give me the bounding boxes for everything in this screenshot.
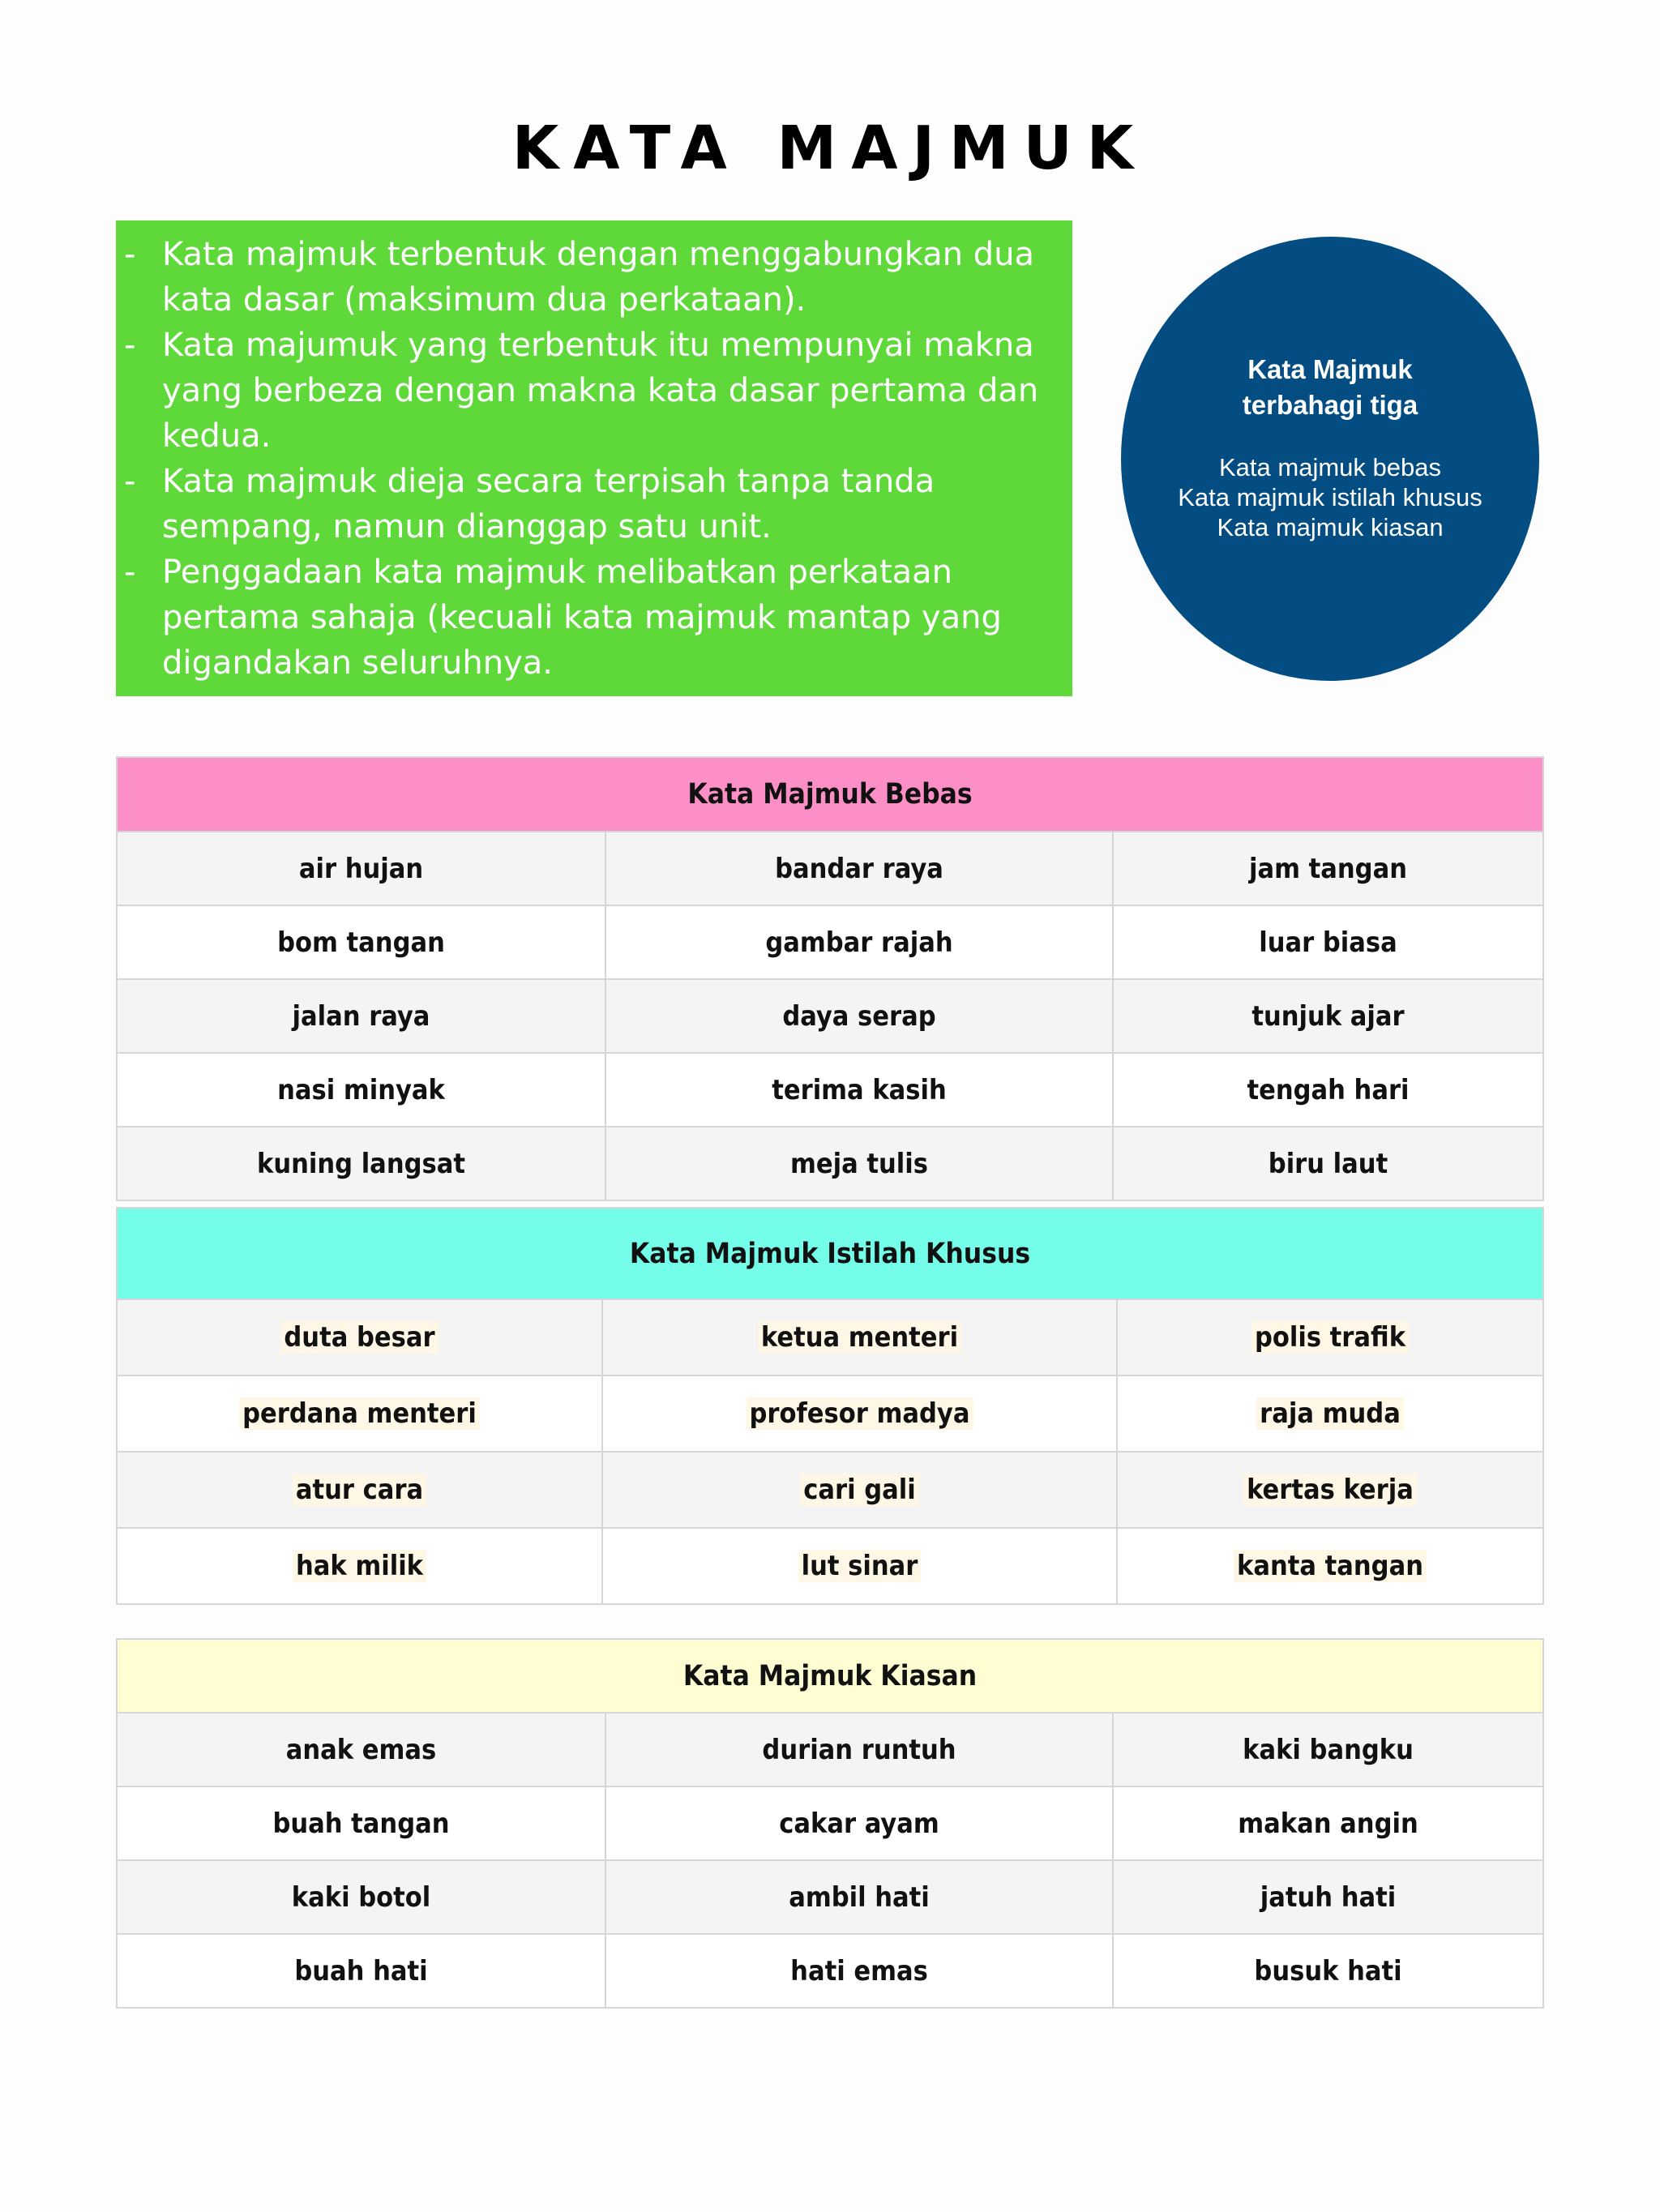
table-row — [117, 1053, 1543, 1127]
table-cell: jam tangan — [1113, 832, 1543, 905]
table-cell-text: hak milik — [293, 1550, 426, 1582]
intro-bullet-text: Kata majmuk terbentuk dengan menggabungkan dua kata dasar (maksimum dua perkataan). — [162, 236, 1035, 319]
table-cell: buah hati — [117, 1934, 605, 2008]
intro-bullet: - Penggadaan kata majmuk melibatkan perkataan pertama sahaja (kecuali kata majmuk mantap yang digandakan seluruhnya. — [124, 554, 1002, 682]
table-cell-text: kanta tangan — [1234, 1550, 1427, 1582]
table-header: Kata Majmuk Kiasan — [117, 1639, 1543, 1713]
table-cell: busuk hati — [1113, 1934, 1543, 2008]
table-cell-text: atur cara — [293, 1474, 426, 1506]
table-cell: biru laut — [1113, 1127, 1543, 1200]
table-row — [117, 979, 1543, 1053]
table-cell: terima kasih — [605, 1053, 1113, 1127]
table-cell-text: raja muda — [1256, 1397, 1404, 1430]
table-cell: hati emas — [605, 1934, 1113, 2008]
table-cell — [117, 1299, 602, 1376]
table-cell: kaki bangku — [1113, 1713, 1543, 1786]
table-row — [117, 1299, 1543, 1376]
table-kata-majmuk-kiasan — [116, 1638, 1544, 2009]
table-cell: anak emas — [117, 1713, 605, 1786]
table-cell: bom tangan — [117, 905, 605, 979]
table-kata-majmuk-istilah-khusus — [116, 1207, 1544, 1605]
table-cell: air hujan — [117, 832, 605, 905]
table-cell: daya serap — [605, 979, 1113, 1053]
table-cell-text: lut sinar — [798, 1550, 922, 1582]
table-cell — [602, 1299, 1117, 1376]
intro-bullet-text: Kata majmuk dieja secara terpisah tanpa tanda sempang, namun dianggap satu unit. — [162, 463, 935, 546]
table-cell — [1117, 1452, 1543, 1528]
summary-circle — [1121, 237, 1539, 681]
intro-box — [116, 220, 1072, 696]
intro-bullet: - Kata majmuk dieja secara terpisah tanpa tanda sempang, namun dianggap satu unit. — [124, 463, 935, 546]
table-cell — [117, 1452, 602, 1528]
table-cell: tengah hari — [1113, 1053, 1543, 1127]
table-cell: cakar ayam — [605, 1786, 1113, 1860]
table-cell: jatuh hati — [1113, 1860, 1543, 1934]
table-cell-text: kertas kerja — [1243, 1474, 1417, 1506]
table-cell: jalan raya — [117, 979, 605, 1053]
circle-item: Kata majmuk bebas — [1219, 452, 1441, 481]
circle-item: Kata majmuk kiasan — [1217, 512, 1444, 541]
table-row — [117, 1786, 1543, 1860]
circle-item: Kata majmuk istilah khusus — [1178, 482, 1482, 511]
table-row — [117, 1934, 1543, 2008]
table-cell-text: ketua menteri — [758, 1321, 961, 1354]
table-cell: gambar rajah — [605, 905, 1113, 979]
intro-list — [116, 232, 1040, 686]
table-cell: ambil hati — [605, 1860, 1113, 1934]
table-kata-majmuk-bebas — [116, 756, 1544, 1201]
intro-bullet-text: Kata majumuk yang terbentuk itu mempunyai makna yang berbeza dengan makna kata dasar pertama dan kedua. — [162, 327, 1039, 455]
table-row — [117, 1127, 1543, 1200]
table-header: Kata Majmuk Bebas — [117, 757, 1543, 832]
table-cell: luar biasa — [1113, 905, 1543, 979]
table-row — [117, 1528, 1543, 1604]
circle-heading: Kata Majmuk terbahagi tiga — [1242, 353, 1418, 420]
intro-bullet: - Kata majumuk yang terbentuk itu mempunyai makna yang berbeza dengan makna kata dasar pertama dan kedua. — [124, 327, 1039, 455]
table-cell-text: perdana menteri — [239, 1397, 480, 1430]
table-cell — [117, 1528, 602, 1604]
table-cell-text: polis trafik — [1251, 1321, 1409, 1354]
table-cell — [1117, 1376, 1543, 1452]
table-cell — [117, 1376, 602, 1452]
table-cell: durian runtuh — [605, 1713, 1113, 1786]
table-cell: buah tangan — [117, 1786, 605, 1860]
table-cell: kuning langsat — [117, 1127, 605, 1200]
table-row — [117, 905, 1543, 979]
table-cell: kaki botol — [117, 1860, 605, 1934]
table-cell-text: cari gali — [800, 1474, 918, 1506]
table-cell — [1117, 1528, 1543, 1604]
table-cell-text: profesor madya — [747, 1397, 973, 1430]
intro-bullet: - Kata majmuk terbentuk dengan menggabungkan dua kata dasar (maksimum dua perkataan). — [124, 236, 1035, 319]
table-cell: meja tulis — [605, 1127, 1113, 1200]
table-cell — [602, 1452, 1117, 1528]
table-cell: bandar raya — [605, 832, 1113, 905]
table-header: Kata Majmuk Istilah Khusus — [117, 1208, 1543, 1299]
table-cell — [602, 1376, 1117, 1452]
table-row — [117, 832, 1543, 905]
table-cell-text: duta besar — [280, 1321, 438, 1354]
table-row — [117, 1860, 1543, 1934]
table-cell — [602, 1528, 1117, 1604]
table-row — [117, 1452, 1543, 1528]
page-title: KATA MAJMUK — [511, 113, 1149, 183]
intro-bullet-text: Penggadaan kata majmuk melibatkan perkataan pertama sahaja (kecuali kata majmuk mantap yang digandakan seluruhnya. — [162, 554, 1002, 682]
table-cell: makan angin — [1113, 1786, 1543, 1860]
table-row — [117, 1376, 1543, 1452]
table-cell: nasi minyak — [117, 1053, 605, 1127]
table-cell: tunjuk ajar — [1113, 979, 1543, 1053]
table-cell — [1117, 1299, 1543, 1376]
table-row — [117, 1713, 1543, 1786]
